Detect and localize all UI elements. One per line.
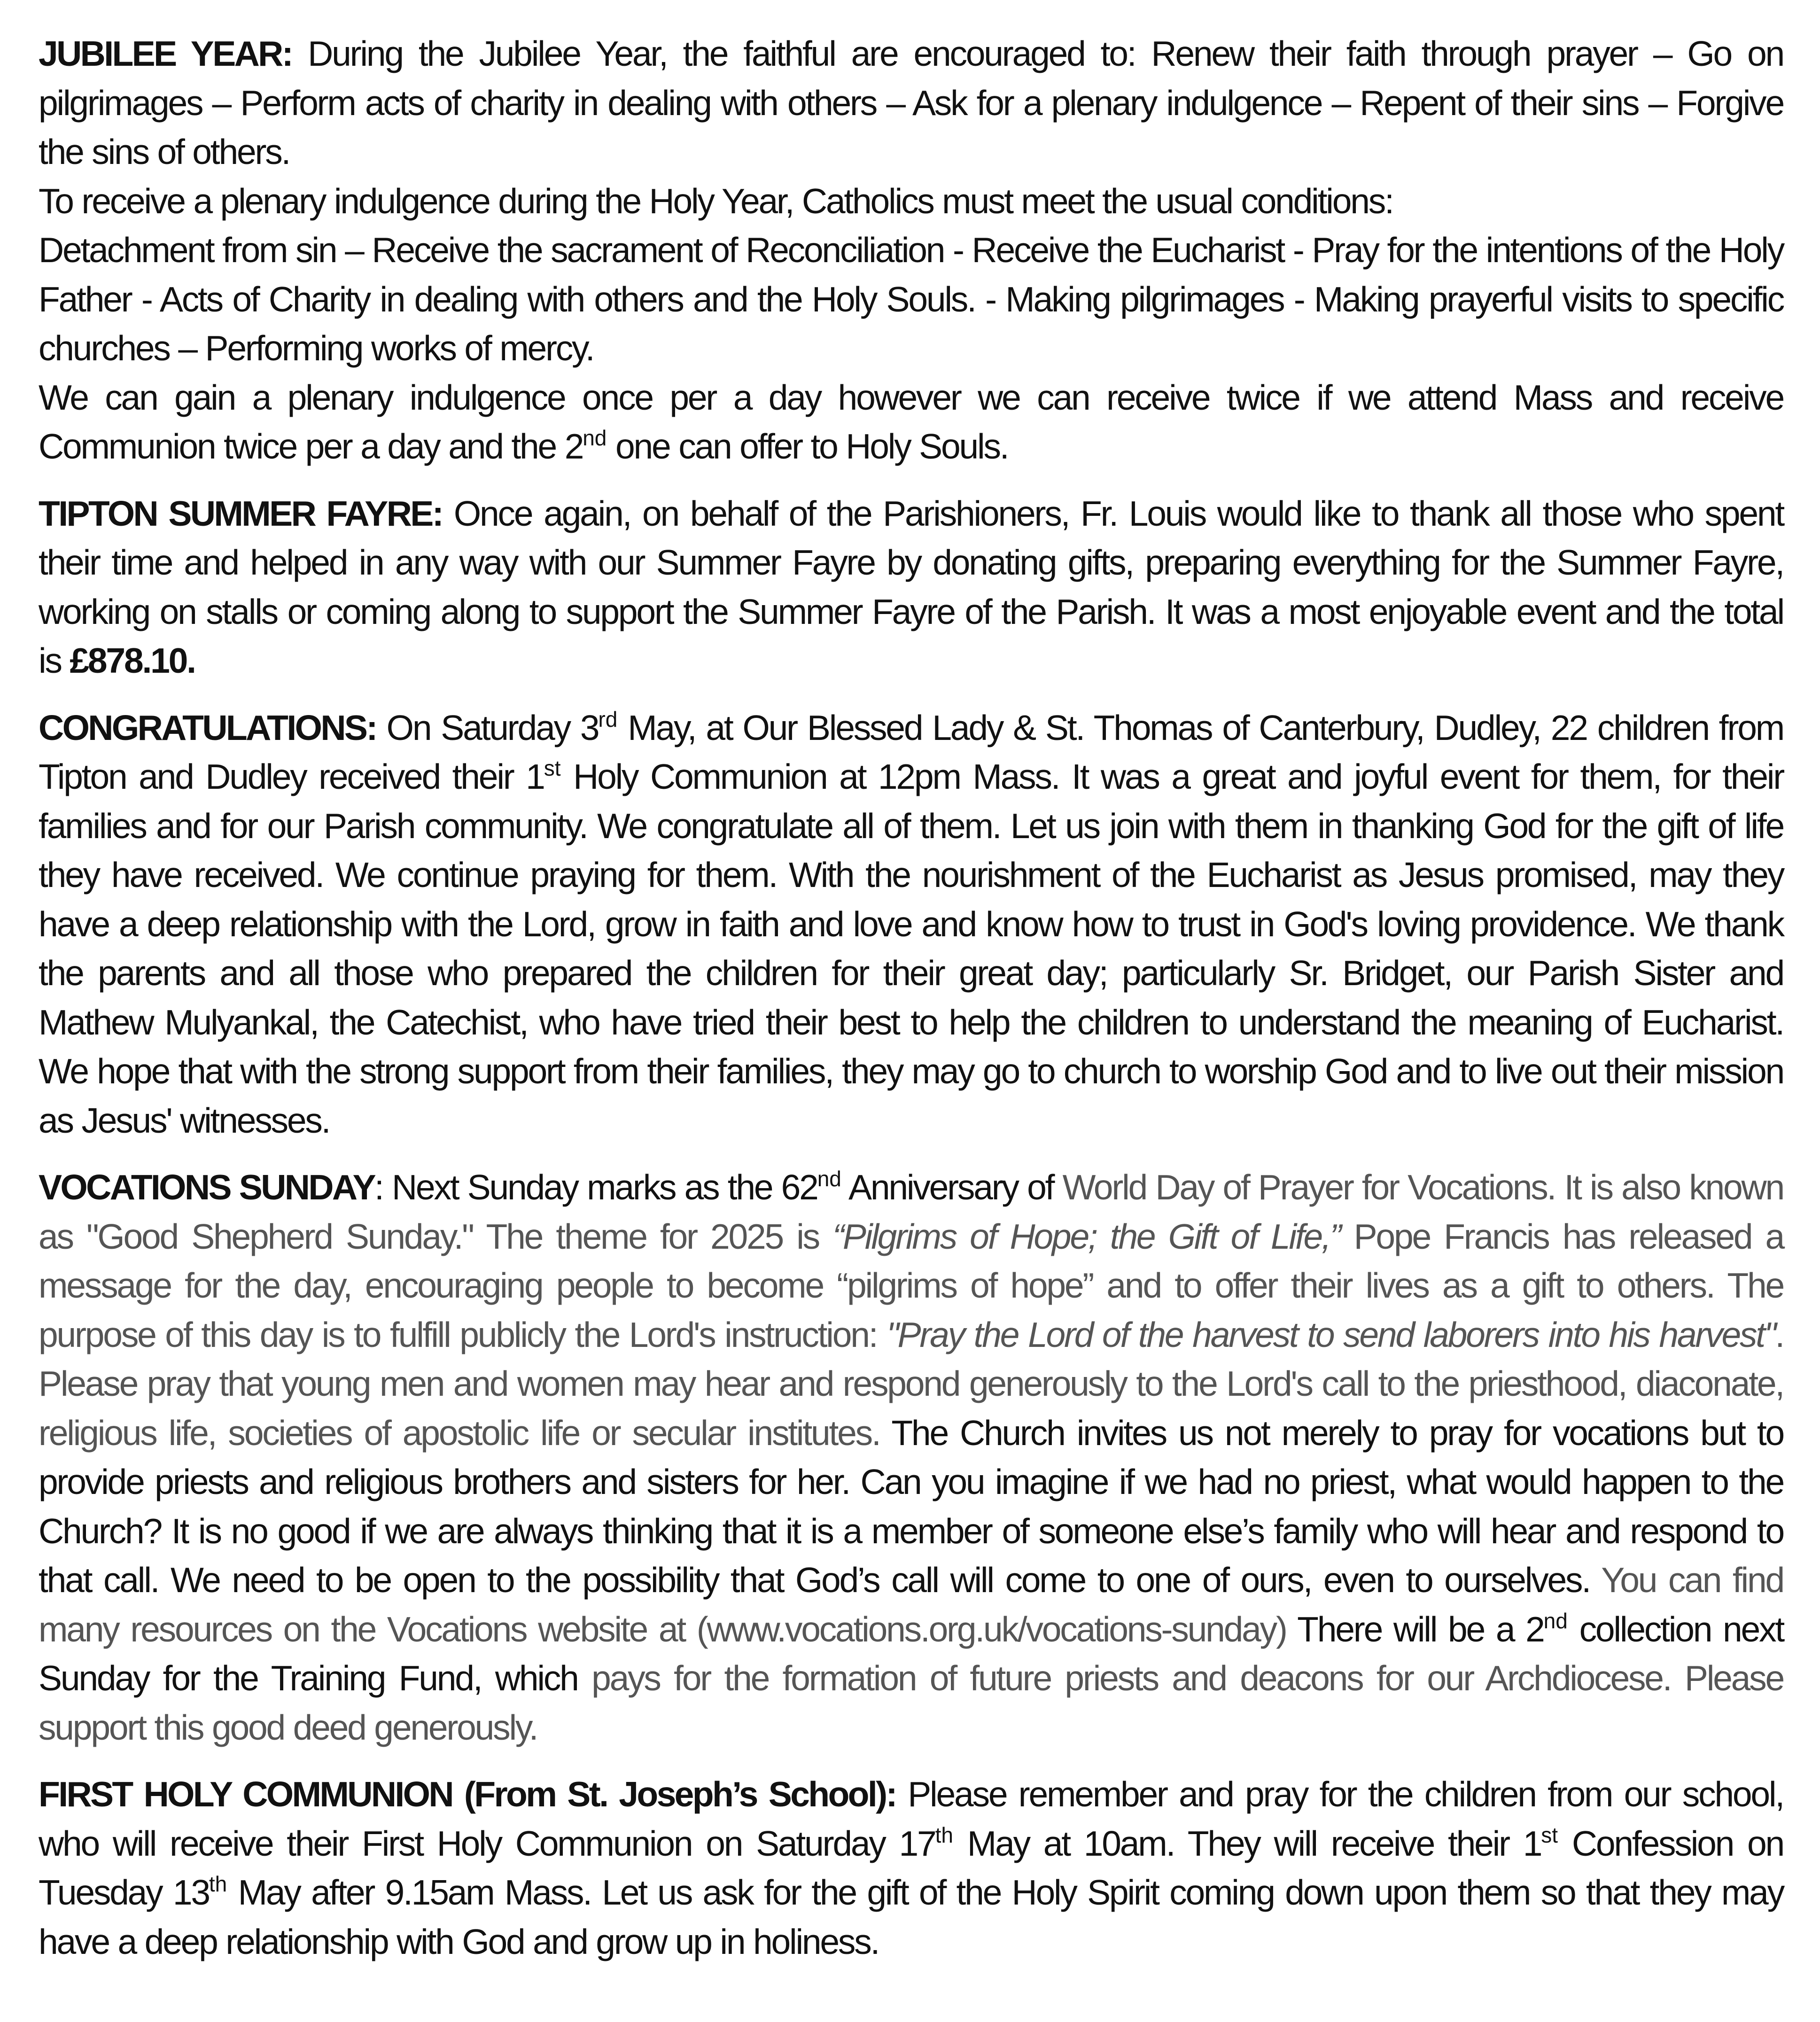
ordinal-suffix: st: [544, 756, 561, 780]
summer-fayre-paragraph: [39, 489, 1783, 685]
jubilee-indulgence-text-end: one can offer to Holy Souls.: [607, 427, 1008, 466]
vocations-text-grey: World Day of Prayer for Vocations. It is also known as "Good Shepherd Sunday." The theme for 2025 is: [39, 1167, 1784, 1256]
jubilee-conditions-intro: To receive a plenary indulgence during the Holy Year, Catholics must meet the usual conditions:: [39, 181, 1393, 221]
jubilee-paragraph-3: [39, 226, 1783, 373]
ordinal-suffix: nd: [817, 1167, 841, 1191]
first-communion-text: Please remember and pray for the children from our school, who will receive their First Holy Communion on Saturday 17: [39, 1774, 1784, 1863]
vocations-text: : Next Sunday marks as the 62: [374, 1167, 817, 1207]
first-communion-paragraph: [39, 1770, 1783, 1966]
jubilee-heading: JUBILEE YEAR:: [39, 34, 292, 73]
vocations-website-text: You can find many resources on the Vocations website at (www.vocations.org.uk/vocations-sunday): [39, 1560, 1783, 1649]
jubilee-paragraph-4: [39, 373, 1783, 471]
summer-fayre-section: [39, 489, 1783, 685]
vocations-text: collection next Sunday for the Training Fund, which: [39, 1609, 1783, 1698]
summer-fayre-heading: TIPTON SUMMER FAYRE:: [39, 493, 443, 533]
ordinal-suffix: nd: [1543, 1608, 1568, 1633]
ordinal-suffix: st: [1541, 1822, 1558, 1847]
vocations-text: Anniversary of: [841, 1167, 1063, 1207]
vocations-text-grey: pays for the formation of future priests and deacons for our Archdiocese. Please support this good deed generously.: [39, 1658, 1783, 1747]
ordinal-suffix: th: [209, 1872, 227, 1896]
congratulations-text: On Saturday 3: [376, 708, 599, 747]
first-communion-text: Confession on Tuesday 13: [39, 1823, 1783, 1912]
vocations-text: There will be a 2: [1286, 1609, 1544, 1649]
ordinal-suffix: rd: [598, 707, 618, 731]
vocations-text-grey: . Please pray that young men and women may hear and respond generously to the Lord's call to the priesthood, diaconate, religious life, societies of apostolic life or secular institutes.: [39, 1314, 1783, 1453]
vocations-sunday-section: [39, 1163, 1783, 1752]
jubilee-indulgence-text: We can gain a plenary indulgence once per a day however we can receive twice if we attend Mass and receive Communion twice per a day and the 2: [39, 377, 1783, 466]
first-communion-heading: FIRST HOLY COMMUNION (From St. Joseph’s School):: [39, 1774, 896, 1814]
jubilee-year-section: [39, 29, 1783, 471]
jubilee-conditions-list: Detachment from sin – Receive the sacrament of Reconciliation - Receive the Eucharist - Pray for the intentions of the Holy Father - Acts of Charity in dealing with others and the Holy Souls. - Making pilgrimages - Making prayerful visits to specific churches – Performing works of mercy.: [39, 230, 1783, 368]
congratulations-section: [39, 703, 1783, 1145]
first-communion-text: May at 10am. They will receive their 1: [953, 1823, 1541, 1863]
vocations-paragraph: [39, 1163, 1783, 1752]
vocations-scripture-quote: "Pray the Lord of the harvest to send laborers into his harvest": [887, 1314, 1775, 1354]
jubilee-text: During the Jubilee Year, the faithful are encouraged to: Renew their faith through prayer – Go on pilgrimages – Perform acts of charity in dealing with others – Ask for a plenary indulgence – Repent of their sins – Forgive the sins of others.: [39, 34, 1783, 171]
summer-fayre-text: Once again, on behalf of the Parishioners, Fr. Louis would like to thank all those who spent their time and helped in any way with our Summer Fayre by donating gifts, preparing everything for the Summer Fayre, working on stalls or coming along to support the Summer Fayre of the Parish. It was a most enjoyable event and the total is: [39, 493, 1783, 680]
vocations-text-grey: Pope Francis has released a message for the day, encouraging people to become “pilgrims of hope” and to offer their lives as a gift to others. The purpose of this day is to fulfill publicly the Lord's instruction:: [39, 1216, 1784, 1354]
summer-fayre-total: £878.10.: [70, 641, 195, 680]
congratulations-heading: CONGRATULATIONS:: [39, 708, 376, 747]
vocations-heading: VOCATIONS SUNDAY: [39, 1167, 375, 1207]
vocations-theme-quote: “Pilgrims of Hope; the Gift of Life,”: [832, 1216, 1340, 1256]
jubilee-paragraph-1: [39, 29, 1783, 177]
vocations-text: The Church invites us not merely to pray for vocations but to provide priests and religious brothers and sisters for her. Can you imagine if we had no priest, what would happen to the Church? It is no good if we are always thinking that it is a member of someone else’s family who will hear and respond to that call. We need to be open to the possibility that God’s call will come to one of ours, even to ourselves.: [39, 1413, 1783, 1600]
first-communion-text: May after 9.15am Mass. Let us ask for the gift of the Holy Spirit coming down upon them so that they may have a deep relationship with God and grow up in holiness.: [39, 1873, 1783, 1961]
ordinal-suffix: th: [935, 1822, 953, 1847]
jubilee-paragraph-2: [39, 177, 1783, 226]
congratulations-paragraph: [39, 703, 1783, 1145]
first-holy-communion-section: [39, 1770, 1783, 1966]
ordinal-suffix: nd: [583, 426, 607, 450]
congratulations-text: Holy Communion at 12pm Mass. It was a great and joyful event for them, for their families and for our Parish community. We congratulate all of them. Let us join with them in thanking God for the gift of life they have received. We continue praying for them. With the nourishment of the Eucharist as Jesus promised, may they have a deep relationship with the Lord, grow in faith and love and know how to trust in God's loving providence. We thank the parents and all those who prepared the children for their great day; particularly Sr. Bridget, our Parish Sister and Mathew Mulyankal, the Catechist, who have tried their best to help the children to understand the meaning of Eucharist. We hope that with the strong support from their families, they may go to church to worship God and to live out their mission as Jesus' witnesses.: [39, 757, 1784, 1140]
congratulations-text: May, at Our Blessed Lady & St. Thomas of Canterbury, Dudley, 22 children from Tipton and Dudley received their 1: [39, 708, 1784, 796]
